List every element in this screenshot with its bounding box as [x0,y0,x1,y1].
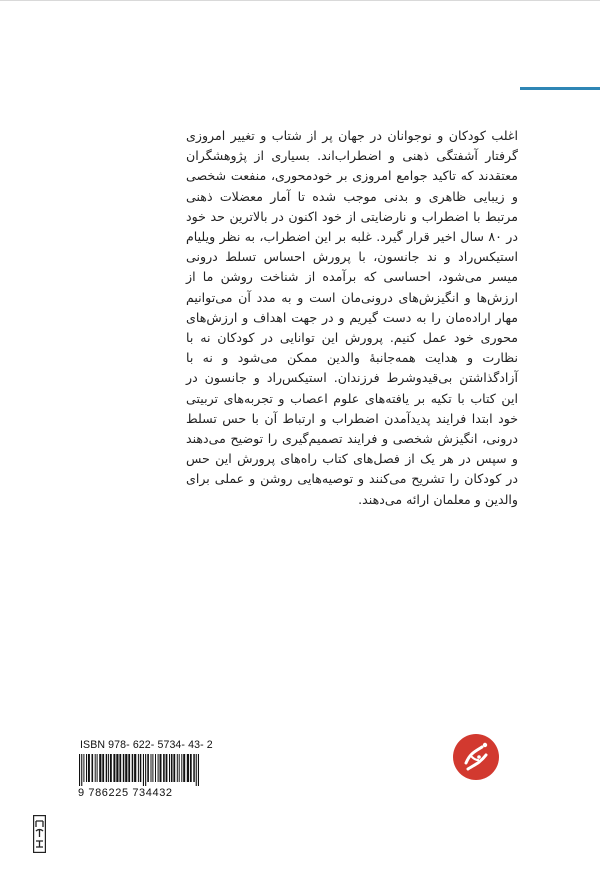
barcode-bar [132,754,134,782]
barcode-bar [138,754,139,782]
barcode-bar [166,754,168,782]
barcode-bar [158,754,159,782]
barcode-bar [83,754,84,782]
isbn-barcode-block [78,739,233,799]
blurb-paragraph: اغلب کودکان و نوجوانان در جهان پر از شتاب و تغییر امروزی گرفتار آشفتگی ذهنی و اضطراب‌اند. بسیاری از پژوهشگران معتقدند که تاکید جوامع امروزی بر خودمحوری، منفعت شخصی و زیبایی ظاهری و بدنی موجب شده تا آمار معضلات ذهنی مرتبط با اضطراب و نارضایتی از خود اکنون در بالاترین حد خود در ۸۰ سال اخیر قرار گیرد. غلبه بر این اضطراب، به نظر ویلیام استیکس‌راد و ند جانسون، با پرورش احساس تسلط درونی میسر می‌شود، احساسی که برآمده از شناخت روشن ما از ارزش‌ها و انگیزش‌های درونی‌مان است و به مدد آن می‌توانیم مهار اراده‌مان را به دست گیریم و در جهت اهداف و ارزش‌های محوری خود عمل کنیم. پرورش این توانایی در کودکان نه با نظارت و هدایت همه‌جانبهٔ والدین ممکن می‌شود و نه با آزادگذاشتن بی‌قیدوشرط فرزندان. استیکس‌راد و جانسون در این کتاب با تکیه بر یافته‌های علوم اعصاب و تجربه‌های تربیتی خود ابتدا فرایند پدیدآمدن اضطراب و ارتباط آن با حس تسلط درونی، انگیزش شخصی و فرایند تصمیم‌گیری را توضیح می‌دهند و سپس در هر یک از فصل‌های کتاب راه‌های پرورش این حس در کودکان را تشریح می‌کنند و توصیه‌هایی روشن و عملی برای والدین و معلمان ارائه می‌دهند. [186,128,518,507]
barcode-bar [181,754,182,782]
barcode-bar [140,754,142,782]
barcode-bar [152,754,153,782]
barcode-bar [198,754,199,786]
barcode-bar [155,754,156,782]
barcode-bar [88,754,90,782]
barcode-bar [143,754,144,786]
barcode-bar [116,754,118,782]
publisher-spine-icon [33,815,46,853]
accent-bar [520,87,600,90]
barcode-bar [79,754,80,786]
barcode-bar [81,754,82,786]
barcode-bar [86,754,87,782]
barcode-bar [97,754,98,782]
back-cover-blurb [186,126,518,510]
barcode-bar [134,754,136,782]
barcode-icon [78,754,230,786]
barcode-bar [169,754,170,782]
barcode-bar [193,754,195,782]
barcode-bar [92,754,94,782]
publisher-seal-icon [452,733,500,781]
isbn-label: ISBN 978- 622- 5734- 43- 2 [80,739,213,751]
barcode-bar [171,754,173,782]
barcode-bar [108,754,109,782]
barcode-bar [95,754,96,782]
barcode-bar [145,754,146,786]
top-edge-line [0,0,600,1]
barcode-bar [125,754,127,782]
barcode-bar [99,754,101,782]
barcode-bar [196,754,197,786]
barcode-bar [187,754,189,782]
barcode-bar [173,754,175,782]
barcode-bar [119,754,121,782]
barcode-bar [183,754,185,782]
barcode-bar [147,754,149,782]
barcode-bar [151,754,152,782]
barcode-bar [128,754,130,782]
barcode-bar [163,754,165,782]
barcode-bar [123,754,125,782]
barcode-bar [102,754,104,782]
barcode-bar [113,754,115,782]
barcode-digits: 9 786225 734432 [78,787,173,799]
barcode-bar [177,754,178,782]
barcode-bar [106,754,108,782]
barcode-bar [160,754,162,782]
barcode-bar [179,754,180,782]
barcode-bar [110,754,112,782]
barcode-bar [190,754,192,782]
